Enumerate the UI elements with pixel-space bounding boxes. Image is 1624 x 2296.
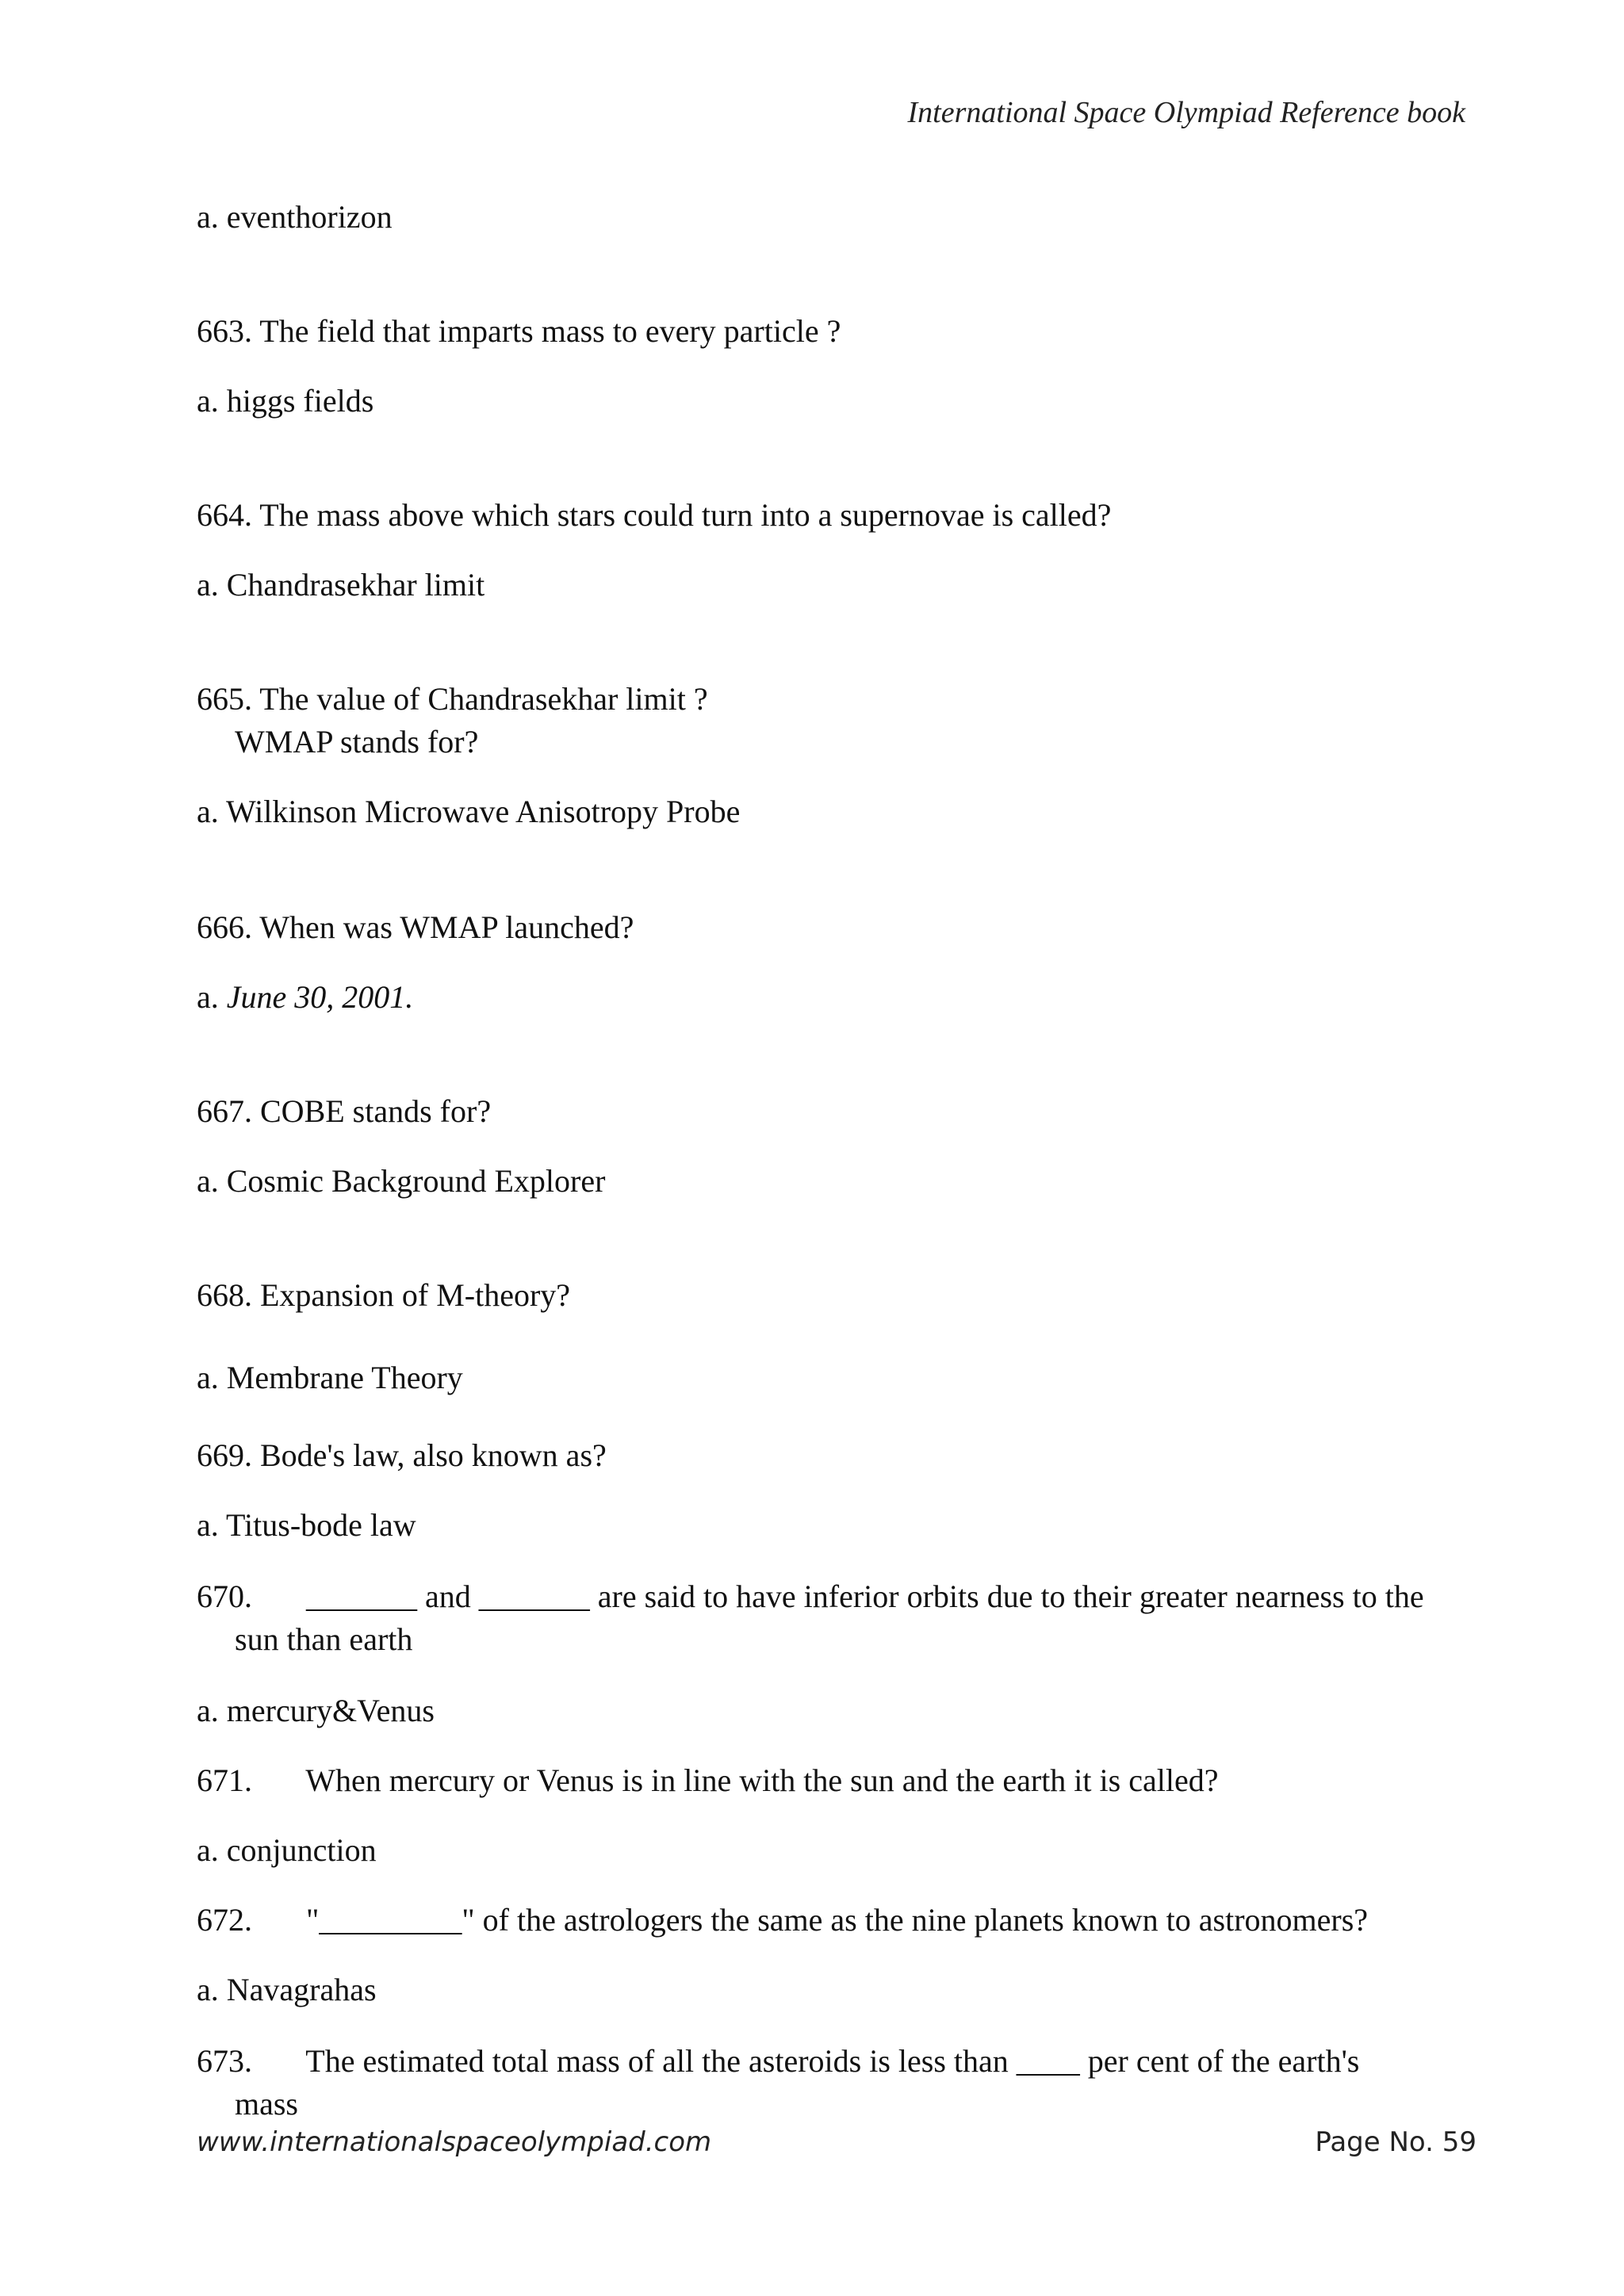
question-672-number: 672. xyxy=(197,1902,252,1938)
question-669: 669. Bode's law, also known as? xyxy=(197,1437,607,1473)
question-673-text: The estimated total mass of all the asteroids is less than ____ per cent of the earth's xyxy=(305,2043,1360,2079)
answer-662: a. eventhorizon xyxy=(197,199,393,235)
answer-670: a. mercury&Venus xyxy=(197,1693,435,1728)
question-673-number: 673. xyxy=(197,2043,252,2079)
question-672 xyxy=(197,1901,1368,1938)
answer-663: a. higgs fields xyxy=(197,383,374,419)
page-number: Page No. 59 xyxy=(1315,2126,1477,2158)
answer-666-prefix: a. xyxy=(197,979,227,1015)
question-671-text: When mercury or Venus is in line with the sun and the earth it is called? xyxy=(305,1762,1219,1798)
question-670-number: 670. xyxy=(197,1578,252,1614)
answer-668: a. Membrane Theory xyxy=(197,1360,463,1395)
question-673-continued: mass xyxy=(235,2086,298,2122)
question-671-number: 671. xyxy=(197,1762,252,1798)
question-666: 666. When was WMAP launched? xyxy=(197,909,634,945)
answer-672: a. Navagrahas xyxy=(197,1972,377,2007)
question-670 xyxy=(197,1578,1424,1615)
question-672-text: "_________" of the astrologers the same as the nine planets known to astronomers? xyxy=(306,1902,1369,1938)
answer-671: a. conjunction xyxy=(197,1832,377,1868)
question-664: 664. The mass above which stars could turn into a supernovae is called? xyxy=(197,497,1112,533)
question-665-continued: WMAP stands for? xyxy=(235,724,479,760)
question-667: 667. COBE stands for? xyxy=(197,1093,492,1129)
footer-website: www.internationalspaceolympiad.com xyxy=(197,2126,712,2158)
answer-669: a. Titus-bode law xyxy=(197,1507,416,1543)
question-668: 668. Expansion of M-theory? xyxy=(197,1277,571,1313)
page-header: International Space Olympiad Reference book xyxy=(907,96,1465,129)
question-670-text: _______ and _______ are said to have inferior orbits due to their greater nearness to the xyxy=(306,1578,1424,1614)
question-670-continued: sun than earth xyxy=(235,1621,413,1657)
answer-665: a. Wilkinson Microwave Anisotropy Probe xyxy=(197,794,741,829)
question-673 xyxy=(197,2042,1465,2080)
answer-666 xyxy=(197,978,413,1016)
question-671 xyxy=(197,1762,1218,1799)
question-665: 665. The value of Chandrasekhar limit ? xyxy=(197,681,708,717)
answer-664: a. Chandrasekhar limit xyxy=(197,567,485,603)
answer-667: a. Cosmic Background Explorer xyxy=(197,1163,606,1199)
question-663: 663. The field that imparts mass to every particle ? xyxy=(197,313,841,349)
answer-666-value: June 30, 2001. xyxy=(226,979,414,1015)
